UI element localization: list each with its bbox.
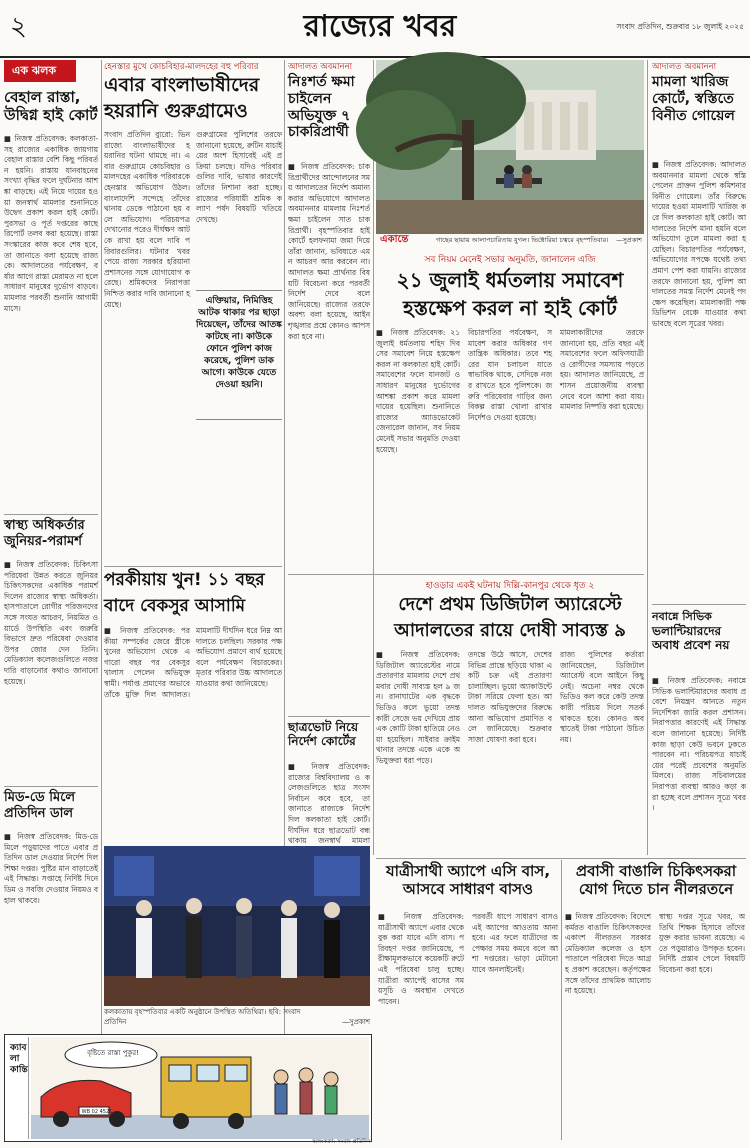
story-divider xyxy=(376,858,746,859)
header-rule xyxy=(0,56,750,58)
story-body: স্বাস্থ্য দপ্তর সূত্রে খবর, অতিথি শিক্ষক হিসাবে তাঁদের যুক্ত করার ভাবনা রয়েছে। এতে পড়ুয়ারাও উপকৃত হবেন। নির্দিষ্ট প্রস্তাব পেলে বিষয়টি বিবেচনা করা হবে। xyxy=(659,912,745,974)
page-header xyxy=(0,0,750,56)
acquittal-story xyxy=(104,570,282,840)
goel-story xyxy=(652,60,746,600)
story-kicker: হেনস্তার মুখে কোচবিহার-মালদহের বহু পরিবার xyxy=(104,62,259,72)
story-headline: হয়রানি গুরুগ্রামেও xyxy=(104,100,248,122)
story-body: পরবর্তী ধাপে সাধারণ বাসও এই অ্যাপের আওতায় আনা হবে। এর ফলে যাত্রীদের অপেক্ষার সময় কমবে বলে আশা দপ্তরের। ভাড়া মেটানো যাবে অনলাইনেই। xyxy=(472,912,558,974)
doctors-story xyxy=(565,862,747,1140)
page-number: ২ xyxy=(10,12,27,42)
story-body: গুরুগ্রামের পুলিশের তরফে জানানো হয়েছে, রুটিন যাচাইয়ের অংশ হিসাবেই এই প্রক্রিয়া চলছে। যদিও পরিবারগুলির দাবি, ভাষার কারণেই তাঁদের নিশানা করা হচ্ছে। রাজ্যের পরিযায়ী শ্রমিক কল্যাণ পর্ষদ বিষয়টি খতিয়ে দেখছে। xyxy=(196,130,282,224)
story-body: ■ নিজস্ব প্রতিবেদক: চাকরিপ্রার্থীদের আন্দোলনের সময় আদালতের নির্দেশ অমান্য করার অভিযোগে আদালত অবমাননার মামলায় নিঃশর্ত ক্ষমা চাইলেন সাত চাকরিপ্রার্থী। বৃহস্পতিবার হাই কোর্টে হলফনামা জমা দিয়ে তাঁরা জানান, ভবিষ্যতে এমন আচরণ আর করবেন না। আদালত ক্ষমা প্রার্থনার বিষয়টি বিবেচনা করে পরবর্তী নির্দেশ দেবে বলে জানিয়েছে। রাজ্যের তরফে অবশ্য বলা হয়েছে, আইনশৃঙ্খলার প্রশ্নে কোনও আপস করা হবে না। xyxy=(288,162,370,341)
story-divider xyxy=(104,566,282,567)
story-body: ■ নিজস্ব প্রতিবেদক: পরকীয়া সম্পর্কের জেরে স্ত্রীকে খুনের অভিযোগ থেকে এগারো বছর পর বেকসুর খালাস পেলেন অভিযুক্ত স্বামী। পর্যাপ্ত প্রমাণের অভাবে তাঁকে মুক্তি দিল আদালত। মামলাটি দীর্ঘদিন ধরে নিম্ন আদালতে চলছিল। সরকার পক্ষ অভিযোগ প্রমাণে ব্যর্থ হয়েছে বলে পর্যবেক্ষণ বিচারকের। মৃতার পরিবার উচ্চ আদালতে যাওয়ার কথা জানিয়েছে। xyxy=(104,626,282,699)
column-rule xyxy=(561,860,562,1140)
column-rule xyxy=(101,60,102,1135)
story-divider xyxy=(288,716,370,717)
pull-quote: এক্তিয়ার, নিমিত্তিহ আটক থাকার পর ছাড়া দিয়েছেন, তাঁদের আতঙ্ক কাটছে না। কাউকে ফোনে পুলিশ কাজ করেছে, পুলিশ ডাক আগে। কাউকে যেতে দেওয়া হয়নি। xyxy=(196,290,282,420)
gurugram-story xyxy=(104,60,282,560)
brief-headline: স্বাস্থ্য অধিকর্তার জুনিয়র-পরামর্শ xyxy=(4,518,85,549)
cartoon-series-label: ক্যাবলা কান্তি xyxy=(10,1043,28,1075)
footer-note: অলংকরণ: সংবাদ প্রতিদিন xyxy=(312,1139,370,1145)
brief-body: ■ নিজস্ব প্রতিবেদক: চিকিৎসা পরিষেবা উন্নত করতে জুনিয়র চিকিৎসকদের একাধিক পরামর্শ দিলেন রাজ্যের স্বাস্থ্য অধিকর্তা। হাসপাতালে রোগীর পরিজনদের সঙ্গে সংযত আচরণ, নিয়মিত ওয়ার্ডে উপস্থিতি এবং জরুরি বিভাগে দ্রুত পরিষেবা দেওয়ার উপর জোর দেন তিনি। মেডিক্যাল কলেজগুলিতে নজরদারি বাড়ানোর কথাও জানানো হয়েছে। xyxy=(4,560,98,686)
brief-divider xyxy=(4,786,98,787)
story-headline: মামলা খারিজ কোর্টে, স্বস্তিতে বিনীত গোয়েল xyxy=(652,74,735,124)
section-title: রাজ্যের খবর xyxy=(303,9,457,44)
story-kicker: হাওড়ার একই ঘটনায় দিল্লি-কানপুর থেকে ধৃত ২ xyxy=(425,581,595,591)
story-headline: যাত্রীসাথী অ্যাপে এসি বাস, আসবে সাধারণ বাসও xyxy=(385,862,551,898)
event-stage-image xyxy=(104,846,370,1006)
story-kicker: নবান্নে সিভিক xyxy=(652,610,712,623)
briefs-badge xyxy=(4,60,76,82)
story-body: রাজ্য পুলিশের কর্তারা জানিয়েছেন, ডিজিটাল অ্যারেস্ট বলে আইনে কিছু নেই। অচেনা নম্বর থেকে ভিডিও কল করে কেউ তদন্তকারী পরিচয় দিলে সতর্ক থাকতে হবে। কোনও অবস্থাতেই টাকা পাঠানো উচিত নয়। xyxy=(560,650,644,744)
bus-story xyxy=(378,862,558,1140)
lead-body: মামলাকারীদের তরফে জানানো হয়, প্রতি বছর এই সমাবেশের ফলে অফিসযাত্রী ও রোগীদের সমস্যায় পড়তে হয়। আদালত জানিয়েছে, প্রশাসন প্রয়োজনীয় ব্যবস্থা নেবে বলে আশা করা যায়। মামলার নিষ্পত্তি করা হয়েছে। xyxy=(560,328,644,412)
story-kicker: আদালত অবমাননা xyxy=(288,62,353,72)
story-headline: পরকীয়ায় খুন! ১১ বছর xyxy=(104,570,265,590)
story-body: ■ নিজস্ব প্রতিবেদক: যাত্রীসাথী অ্যাপে এবার থেকে বুক করা যাবে এসি বাস। পরিবহণ দপ্তর জানিয়েছে, পরীক্ষামূলকভাবে কয়েকটি রুটে এই পরিষেবা চালু হচ্ছে। যাত্রীরা অ্যাপেই বাসের সময়সূচি ও অবস্থান দেখতে পাবেন। xyxy=(378,912,464,1006)
park-scene-image xyxy=(376,60,644,234)
column-rule xyxy=(647,60,648,855)
story-kicker: আদালত অবমাননা xyxy=(652,62,717,72)
lead-body: বিচারপতির পর্যবেক্ষণ, সমাবেশ করার অধিকার গণতান্ত্রিক অধিকার। তবে শহরের যান চলাচল যাতে স্বাভাবিক থাকে, সেদিকে নজর রাখতে হবে পুলিশকে। জরুরি পরিষেবার গাড়ির জন্য বিকল্প রাস্তা খোলা রাখার নির্দেশও দেওয়া হয়েছে। xyxy=(468,328,552,422)
photo-label: একান্তে xyxy=(380,234,409,245)
cartoon-strip xyxy=(4,1034,372,1142)
victoria-photo xyxy=(376,60,644,234)
brief-headline: বেহাল রাস্তা, উদ্বিগ্ন হাই কোর্ট xyxy=(4,88,98,124)
lead-body: ■ নিজস্ব প্রতিবেদক: ২১ জুলাই ধর্মতলায় শহিদ দিবসের সমাবেশ নিয়ে হস্তক্ষেপ করল না কলকাতা হাই কোর্ট। সমাবেশের ফলে যানজট ও সাধারণ মানুষের দুর্ভোগের আশঙ্কা প্রকাশ করে মামলা দায়ের হয়েছিল। শুনানিতে রাজ্যের অ্যাডভোকেট জেনারেল জানান, সব নিয়ম মেনেই সভার অনুমতি দেওয়া হয়েছে। xyxy=(376,328,460,454)
story-body: সংবাদ প্রতিদিন ব্যুরো: ভিন রাজ্যে বাংলাভাষীদের হয়রানির ঘটনা থামছে না। এবার গুরুগ্রামে কোচবিহার ও মালদহের একাধিক পরিবারকে হেনস্তার অভিযোগ উঠল। বাংলাদেশি সন্দেহে তাঁদের থানায় ডেকে পাঠানো হয় বলে অভিযোগ। পরিচয়পত্র দেখানোর পরেও দীর্ঘক্ষণ আটকে রাখা হয় বলে দাবি পরিবারগুলির। ঘটনার খবর পেয়ে রাজ্য সরকার হরিয়ানা প্রশাসনের সঙ্গে যোগাযোগ করেছে। শ্রমিকদের নিরাপত্তা নিশ্চিত করার দাবি জানানো হয়েছে। xyxy=(104,130,190,309)
story-headline: ভলান্টিয়ারদের অবাধ প্রবেশ নয় xyxy=(652,624,730,653)
event-photo xyxy=(104,846,370,1006)
story-headline: বাদে বেকসুর আসামি xyxy=(104,596,246,616)
photo-caption-bar xyxy=(376,234,644,248)
column-rule xyxy=(373,60,374,855)
story-divider xyxy=(652,604,746,605)
brief-body: ■ নিজস্ব প্রতিবেদক: মিড-ডে মিলে পড়ুয়াদের পাতে এবার প্রতিদিন ডাল দেওয়ার নির্দেশ দিল শিক্ষা দপ্তর। পুষ্টির মান বাড়াতেই এই সিদ্ধান্ত। সপ্তাহে নির্দিষ্ট দিনে ডিম ও সবজি দেওয়ার নিয়মও বহাল থাকবে। xyxy=(4,832,98,905)
story-headline: ছাত্রভোট নিয়ে নির্দেশ কোর্টের xyxy=(288,720,359,749)
briefs-column xyxy=(4,60,98,1144)
lead-story xyxy=(376,252,644,570)
story-body: ■ নিজস্ব প্রতিবেদক: নবান্নে সিভিক ভলান্টিয়ারদের অবাধ প্রবেশে নিয়ন্ত্রণ আনতে নতুন নির্দেশিকা জারি করল প্রশাসন। নিরাপত্তার কারণেই এই সিদ্ধান্ত বলে জানানো হয়েছে। নির্দিষ্ট কাজ ছাড়া কেউ ভবনে ঢুকতে পারবেন না। পরিচয়পত্র যাচাইয়ের পরেই প্রবেশের অনুমতি মিলবে। রাজ্য সচিবালয়ের নিরাপত্তা ব্যবস্থা আরও কড়া করা হচ্ছে বলে প্রশাসন সূত্রে খবর। xyxy=(652,676,746,813)
story-headline: দেশে প্রথম ডিজিটাল অ্যারেস্টে xyxy=(398,594,622,615)
lead-kicker: সব নিয়ম মেনেই সভার অনুমতি, জানালেন এজি xyxy=(424,255,596,265)
event-photo-caption: কলকাতায় বৃহস্পতিবার একটি অনুষ্ঠানে উপস্থিত অতিথিরা। ছবি: সংবাদ প্রতিদিন xyxy=(104,1008,301,1026)
photo-caption: গাছের ছায়ায় আলাপচারিতায় যুগল। ভিক্টোরিয়া চত্বরে বৃহস্পতিবার। xyxy=(436,236,609,244)
masthead-line: সংবাদ প্রতিদিন, শুক্রবার ১৮ জুলাই ২০২৫ xyxy=(616,22,744,31)
story-body: ■ নিজস্ব প্রতিবেদক: আদালত অবমাননার মামলা থেকে স্বস্তি পেলেন প্রাক্তন পুলিশ কমিশনার বিনীত গোয়েল। তাঁর বিরুদ্ধে দায়ের হওয়া মামলাটি খারিজ করে দিল কলকাতা হাই কোর্ট। আদালতের নির্দেশ মানা হয়নি বলে অভিযোগ তুলে মামলা করা হয়েছিল। বিচারপতির পর্যবেক্ষণ, অভিযোগের সপক্ষে যথেষ্ট তথ্যপ্রমাণ পেশ করা যায়নি। রাজ্যের তরফে জানানো হয়, পুলিশ আদালতের সমস্ত নির্দেশ মেনেই পদক্ষেপ করেছিল। মামলাকারী পক্ষ ডিভিশন বেঞ্চে যাওয়ার কথা ভাবছে বলে সূত্রের খবর। xyxy=(652,160,746,328)
story-body: ■ নিজস্ব প্রতিবেদক: বিদেশে কর্মরত বাঙালি চিকিৎসকদের একাংশ নীলরতন সরকার মেডিক্যাল কলেজ ও হাসপাতালে পরিষেবা দিতে আগ্রহ প্রকাশ করেছেন। কর্তৃপক্ষের সঙ্গে তাঁদের প্রাথমিক আলোচনা হয়েছে। xyxy=(565,912,651,996)
cartoon-car-plate: WB 02 4521 xyxy=(81,1109,113,1115)
story-divider xyxy=(288,574,644,575)
cartoon-speech: বৃষ্টিতে রাস্তা পুকুর! xyxy=(87,1049,139,1057)
story-body: তদন্তে উঠে আসে, দেশের বিভিন্ন প্রান্তে ছড়িয়ে থাকা একটি চক্র এই প্রতারণা চালাচ্ছিল। ভুয়ো অ্যাকাউন্টে টাকা সরিয়ে ফেলা হত। আদালত অভিযুক্তদের বিরুদ্ধে আনা অভিযোগ প্রমাণিত বলে জানিয়েছে। শুক্রবার সাজা ঘোষণা করা হবে। xyxy=(468,650,552,744)
story-headline: এবার বাংলাভাষীদের xyxy=(104,74,260,96)
brief-body: ■ নিজস্ব প্রতিবেদক: কলকাতা-সহ রাজ্যের একাধিক জায়গায় বেহাল রাস্তার বেশি কিছু পরিবর্তন হয়নি। রাস্তায় যানবাহনের সংখ্যা বৃদ্ধির ফলে দুর্ঘটনার আশঙ্কা বাড়ছে। এই নিয়ে দায়ের হওয়া জনস্বার্থ মামলার শুনানিতে উদ্বেগ প্রকাশ করল হাই কোর্ট। পুরসভা ও পূর্ত দপ্তরের কাছে রিপোর্ট তলব করা হয়েছে। রাস্তা সংস্কারের কাজ কবে শেষ হবে, তা জানাতে বলা হয়েছে রাজ্যকে। আদালতের পর্যবেক্ষণ, বর্ষার আগে রাস্তা মেরামত না হলে সাধারণ মানুষের দুর্ভোগ বাড়বে। মামলার পরবর্তী শুনানি আগামী মাসে। xyxy=(4,134,99,313)
brief-divider xyxy=(4,514,98,515)
digital-arrest-story xyxy=(376,578,644,854)
story-headline: আদালতের রায়ে দোষী সাব্যস্ত ৯ xyxy=(394,620,626,641)
contempt-story xyxy=(288,60,370,620)
story-headline: প্রবাসী বাঙালি চিকিৎসকরা যোগ দিতে চান নীলরতনে xyxy=(575,862,737,898)
student-election-story xyxy=(288,720,370,854)
cartoon-series-tag xyxy=(7,1037,29,1139)
brief-headline: মিড-ডে মিলে প্রতিদিন ডাল xyxy=(4,790,76,821)
briefs-badge-label: এক ঝলক xyxy=(12,64,57,77)
photo-credit: —সুপ্রকাশ xyxy=(616,236,642,244)
civic-volunteer-story xyxy=(652,608,746,854)
lead-headline: হস্তক্ষেপ করল না হাই কোর্ট xyxy=(403,296,617,320)
story-headline: নিঃশর্ত ক্ষমা চাইলেন অভিযুক্ত ৭ চাকরিপ্রার্থী xyxy=(288,74,355,141)
event-photo-credit: —সুপ্রকাশ xyxy=(342,1018,370,1026)
story-body: ■ নিজস্ব প্রতিবেদক: ডিজিটাল অ্যারেস্টের নামে প্রতারণার মামলায় দেশে প্রথমবার দোষী সাব্যস্ত হল ৯ জন। রানাঘাটের এক বৃদ্ধকে ভিডিও কলে ভুয়ো তদন্তকারী সেজে ভয় দেখিয়ে প্রায় এক কোটি টাকা হাতিয়ে নেওয়া হয়েছিল। সাইবার ক্রাইম থানার তদন্তে একে একে অভিযুক্তরা ধরা পড়ে। xyxy=(376,650,460,765)
lead-headline: ২১ জুলাই ধর্মতলায় সমাবেশ xyxy=(396,268,624,292)
story-body: ■ নিজস্ব প্রতিবেদক: রাজ্যের বিশ্ববিদ্যালয় ও কলেজগুলিতে ছাত্র সংসদ নির্বাচন কবে হবে, তা জানাতে রাজ্যকে নির্দেশ দিল কলকাতা হাই কোর্ট। দীর্ঘদিন ধরে ছাত্রভোট বন্ধ থাকায় জনস্বার্থ মামলা xyxy=(288,762,370,846)
